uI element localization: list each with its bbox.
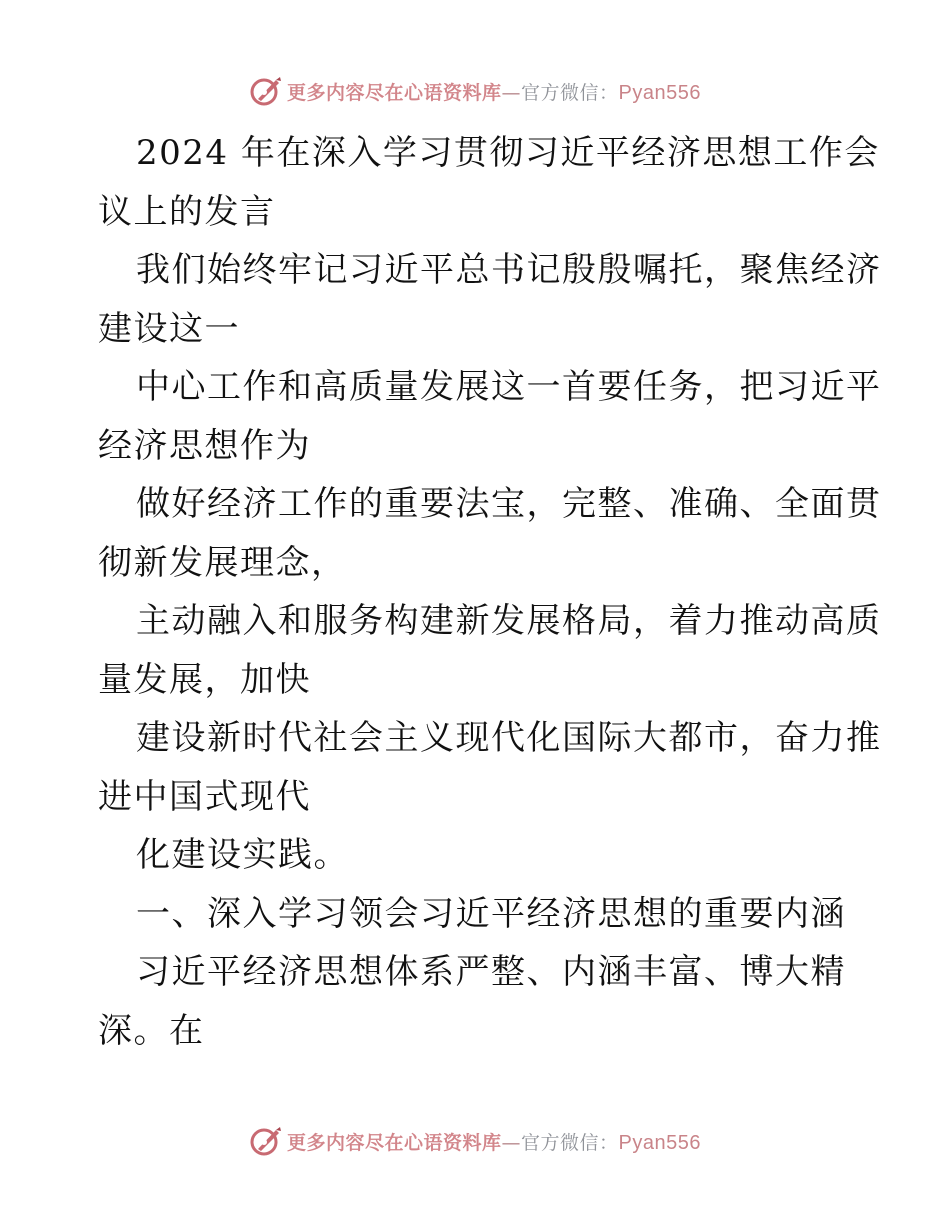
watermark-dash: — [501,81,522,104]
paragraph-line: 建设这一 [98,308,240,349]
paragraph-line: 主动融入和服务构建新发展格局，着力推动高质 [136,601,882,641]
paragraph-line: 经济思想作为 [98,425,311,466]
watermark-wechat-id: Pyan556 [618,81,701,104]
paragraph-line: 量发展，加快 [98,659,311,700]
quill-circle-logo-icon [249,1124,283,1158]
paragraph-line: 习近平经济思想体系严整、内涵丰富、博大精 [136,952,846,992]
paragraph-line: 化建设实践。 [136,835,349,875]
paragraph-line: 深。在 [98,1010,205,1051]
paragraph-line: 进中国式现代 [98,776,311,817]
paragraph-line: 做好经济工作的重要法宝，完整、准确、全面贯 [136,484,882,524]
paragraph-line: 彻新发展理念， [98,542,347,583]
section-heading: 一、深入学习领会习近平经济思想的重要内涵 [136,893,846,934]
quill-circle-logo-icon [249,74,283,108]
watermark-brand-text: 更多内容尽在心语资料库 [287,81,502,104]
title-line-1: 2024 年在深入学习贯彻习近平经济思想工作会 [136,133,880,173]
watermark-wechat-label: 官方微信： [521,1131,619,1154]
footer-watermark [0,1121,950,1161]
document-body [98,124,882,1060]
paragraph-line: 中心工作和高质量发展这一首要任务，把习近平 [136,367,882,407]
paragraph-line: 建设新时代社会主义现代化国际大都市，奋力推 [136,718,882,758]
watermark-dash: — [501,1131,522,1154]
watermark-wechat-id: Pyan556 [618,1131,701,1154]
watermark-brand-text: 更多内容尽在心语资料库 [287,1131,502,1154]
paragraph-line: 我们始终牢记习近平总书记殷殷嘱托，聚焦经济 [136,250,882,290]
watermark-wechat-label: 官方微信： [521,81,619,104]
title-line-2: 议上的发言 [98,191,276,232]
header-watermark [0,71,950,111]
